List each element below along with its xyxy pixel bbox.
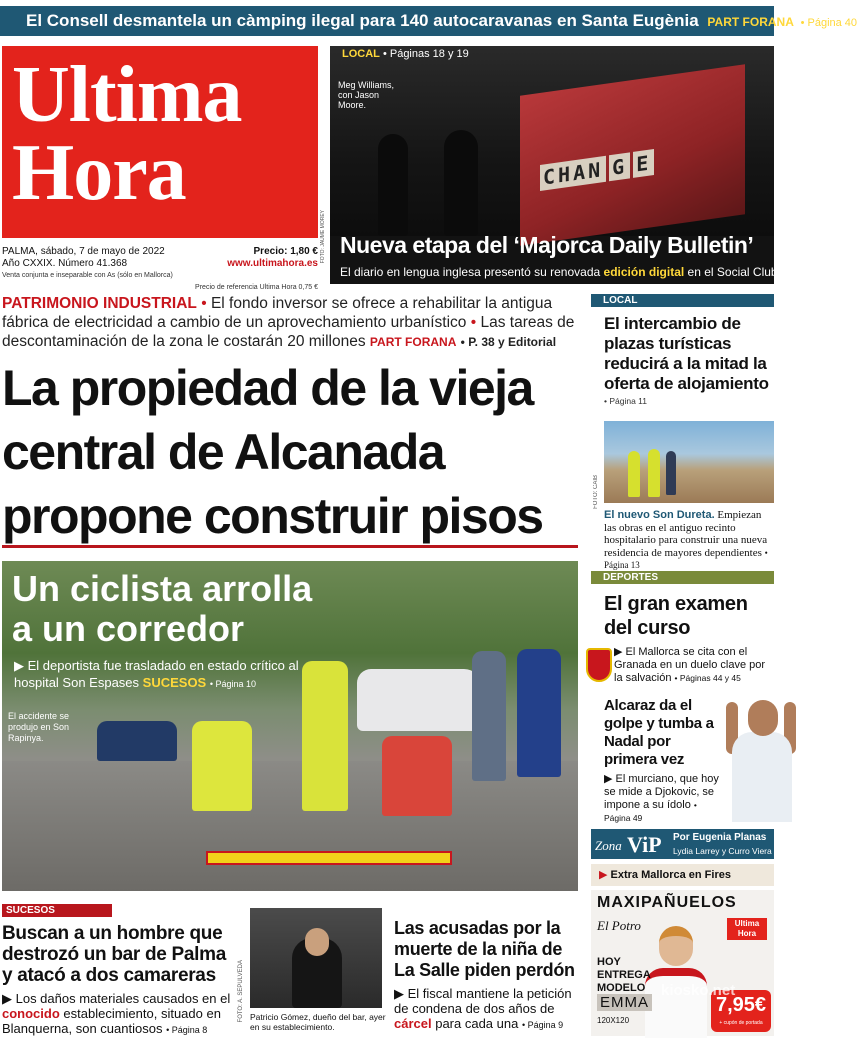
cover-price: Precio: 1,80 € [253, 246, 318, 257]
player-head [748, 700, 778, 736]
story-1-page: • Página 8 [166, 1025, 208, 1035]
person-silhouette [444, 130, 478, 236]
ad-title: MAXIPAÑUELOS [597, 894, 737, 911]
tennis-story[interactable] [604, 697, 722, 825]
maxipanuelos-ad[interactable] [591, 890, 774, 1036]
photo-title-line-1: Un ciclista arrolla [12, 568, 313, 609]
screen-tile: G [609, 152, 630, 181]
kicker-label: PATRIMONIO INDUSTRIAL [2, 295, 197, 312]
story-1-title[interactable]: Buscan a un hombre que destrozó un bar de Palma y atacó a dos camareras [2, 923, 227, 986]
bottom-story-2[interactable] [394, 918, 580, 1033]
paramedic-figure [192, 721, 252, 811]
top-strip[interactable] [0, 6, 857, 36]
zona-names: Lydia Larrey y Curro Viera [673, 846, 772, 856]
hero-photo [330, 46, 774, 236]
paramedic-figure [382, 736, 452, 816]
story-1-highlight: conocido [2, 1006, 60, 1021]
ad-coupon: + cupón de portada [719, 1020, 763, 1026]
sports-story-text [614, 646, 774, 685]
watermark: kiosko.net [661, 982, 736, 999]
website-link[interactable]: www.ultimahora.es [227, 258, 318, 269]
hero-subtitle-highlight: edición digital [603, 265, 685, 279]
worker-figure [666, 451, 676, 495]
kicker-text-2: Las tareas de descontaminación de la zona le costarán 20 millones [2, 314, 575, 350]
sports-story[interactable] [591, 592, 774, 640]
photo-title-line-2: a un corredor [12, 608, 245, 649]
hero-subtitle-post: en el Social Club [687, 265, 778, 279]
hero-title[interactable]: Nueva etapa del ‘Majorca Daily Bulletin’ [340, 232, 754, 258]
son-dureta-label: El nuevo Son Dureta. [604, 509, 715, 521]
local-story[interactable] [591, 314, 774, 406]
vip-logo: ViP [627, 832, 662, 857]
person-silhouette [378, 134, 408, 236]
extra-mallorca-link[interactable] [591, 864, 774, 886]
worker-figure [648, 449, 660, 497]
hero-subtitle-pre: El diario en lengua inglesa presentó su renovada [340, 265, 601, 279]
bar-photo-credit: FOTO: A. SEPÚLVEDA [238, 960, 244, 1023]
bar-photo-caption: Patricio Gómez, dueño del bar, ayer en su establecimiento. [250, 1012, 386, 1032]
ad-text-line: HOY [597, 956, 621, 968]
zona-vip-box[interactable] [591, 829, 774, 859]
bullet-dot: • [470, 314, 477, 331]
kicker-pages: • P. 38 y Editorial [460, 335, 557, 349]
model-body [645, 968, 707, 1038]
photo-story-sub [14, 657, 314, 693]
year-number: Año CXXIX. Número 41.368 [2, 258, 128, 269]
hero-pages: • Páginas 18 y 19 [382, 48, 469, 60]
worker-figure [628, 451, 640, 497]
story-1-text [2, 991, 238, 1038]
alcaraz-photo [722, 692, 800, 822]
local-section-header: LOCAL [591, 294, 774, 307]
logo-line-2: Hora [12, 129, 186, 217]
sucesos-tag: SUCESOS [2, 904, 112, 917]
story-1-pre: ▶ Los daños materiales causados en el [2, 991, 231, 1006]
hero-section: LOCAL [342, 48, 380, 60]
local-story-title[interactable]: El intercambio de plazas turísticas reducirá a la mitad la oferta de alojamiento [604, 314, 769, 393]
son-dureta-text: Empiezan las obras en el antiguo recinto hospitalario para construir una nueva residencia de mayores dependientes [604, 509, 768, 559]
ad-model-name: EMMA [597, 994, 652, 1011]
story-2-text [394, 986, 580, 1033]
hero-caption: Meg Williams, con Jason Moore. [338, 80, 395, 110]
photo-sub-page: • Página 10 [209, 679, 257, 689]
newspaper-logo[interactable] [2, 46, 318, 238]
joint-sale-note: Venta conjunta e inseparable con As (sólo en Mallorca) [2, 272, 173, 279]
tennis-story-text [604, 773, 722, 825]
rescue-stretcher [206, 851, 452, 865]
son-dureta-brief[interactable] [604, 509, 774, 572]
kicker-section: PART FORANA [369, 335, 457, 349]
ad-text [597, 956, 651, 995]
cyclist-figure [472, 651, 506, 781]
lead-kicker [2, 294, 578, 352]
ad-size: 120X120 [597, 1016, 630, 1025]
ad-text-line: MODELO [597, 982, 646, 994]
story-2-title[interactable]: Las acusadas por la muerte de la niña de La Salle piden perdón [394, 918, 575, 980]
photo-caption: El accidente se produjo en Son Rapinya. [8, 711, 70, 743]
son-dureta-photo-credit: FOTO: CAIB [593, 475, 599, 509]
photo-sub-text: ▶ El deportista fue trasladado en estado crítico al hospital Son Espases [14, 658, 299, 690]
rcd-mallorca-crest-icon [586, 648, 612, 682]
ad-price: 7,95€ [715, 994, 767, 1016]
photo-story-title [12, 569, 312, 649]
tennis-story-title[interactable]: Alcaraz da el golpe y tumba a Nadal por primera vez [604, 697, 714, 768]
screen-tile: CHAN [540, 156, 606, 191]
cyclist-figure [517, 649, 561, 777]
photo-sub-section: SUCESOS [142, 675, 207, 690]
ad-uh-logo: Ultima Hora [727, 918, 767, 940]
logo-line-1: Ultima [12, 51, 242, 139]
sports-story-title[interactable]: El gran examen del curso [604, 593, 748, 639]
man-face [305, 928, 329, 956]
story-2-highlight: cárcel [394, 1016, 432, 1031]
local-story-page: • Página 11 [604, 396, 647, 406]
son-dureta-page: • Página 13 [604, 547, 768, 570]
police-car [357, 669, 482, 731]
cyclist-photo-story[interactable] [2, 561, 578, 891]
son-dureta-photo [604, 421, 774, 503]
arrow-right-icon: ▶ [599, 869, 608, 881]
section-divider [2, 545, 578, 548]
extra-label: Extra Mallorca en Fires [610, 869, 731, 881]
hero-photo-credit: FOTO: JAUME MOREY [320, 210, 326, 264]
ad-text-line: ENTREGA [597, 969, 651, 981]
lead-headline[interactable]: La propiedad de la vieja central de Alcanada propone construir pisos [2, 360, 543, 544]
bottom-story-1[interactable] [2, 904, 238, 1038]
tennis-page: • Página 49 [604, 800, 697, 823]
stretcher-blanket [97, 721, 177, 761]
bullet-dot: • [201, 295, 207, 312]
story-2-post: para cada una [435, 1016, 519, 1031]
kicker-text-1: El fondo inversor se ofrece a rehabilitar la antigua fábrica de electricidad a cambio de un aprovechamiento urbanístico [2, 295, 553, 331]
story-2-page: • Página 9 [521, 1020, 564, 1030]
tennis-text: ▶ El murciano, que hoy se mide a Djokovic, se impone a su ídolo [604, 773, 719, 811]
top-strip-page: • Página 40 [800, 17, 857, 29]
story-1-post: establecimiento, situado en Blanquerna, son cuantiosos [2, 1006, 221, 1036]
dateline-block [2, 246, 318, 294]
zona-author: Por Eugenia Planas [673, 832, 767, 843]
sports-pages: • Páginas 44 y 45 [674, 673, 741, 683]
bar-owner-photo [250, 908, 382, 1008]
ad-brand: El Potro [597, 918, 641, 933]
model-head [659, 926, 693, 966]
dateline: PALMA, sábado, 7 de mayo de 2022 [2, 246, 165, 257]
player-body [732, 732, 792, 822]
hero-photo-story[interactable] [330, 46, 778, 284]
screen-word-tiles [540, 149, 657, 191]
sports-section-header: DEPORTES [591, 571, 774, 584]
hero-section-label [342, 48, 469, 60]
screen-tile: E [633, 149, 654, 178]
presentation-screen [520, 64, 745, 246]
sports-text: ▶ El Mallorca se cita con el Granada en un duelo clave por la salvación [614, 646, 766, 684]
story-2-pre: ▶ El fiscal mantiene la petición de condena de dos años de [394, 986, 572, 1016]
top-strip-section: PART FORANA [707, 15, 794, 29]
zona-label: Zona [595, 838, 622, 853]
top-strip-headline: El Consell desmantela un càmping ilegal para 140 autocaravanas en Santa Eugènia [26, 11, 699, 30]
hero-subtitle [340, 265, 778, 279]
reference-price: Precio de referencia Ultima Hora 0,75 € [195, 284, 318, 291]
